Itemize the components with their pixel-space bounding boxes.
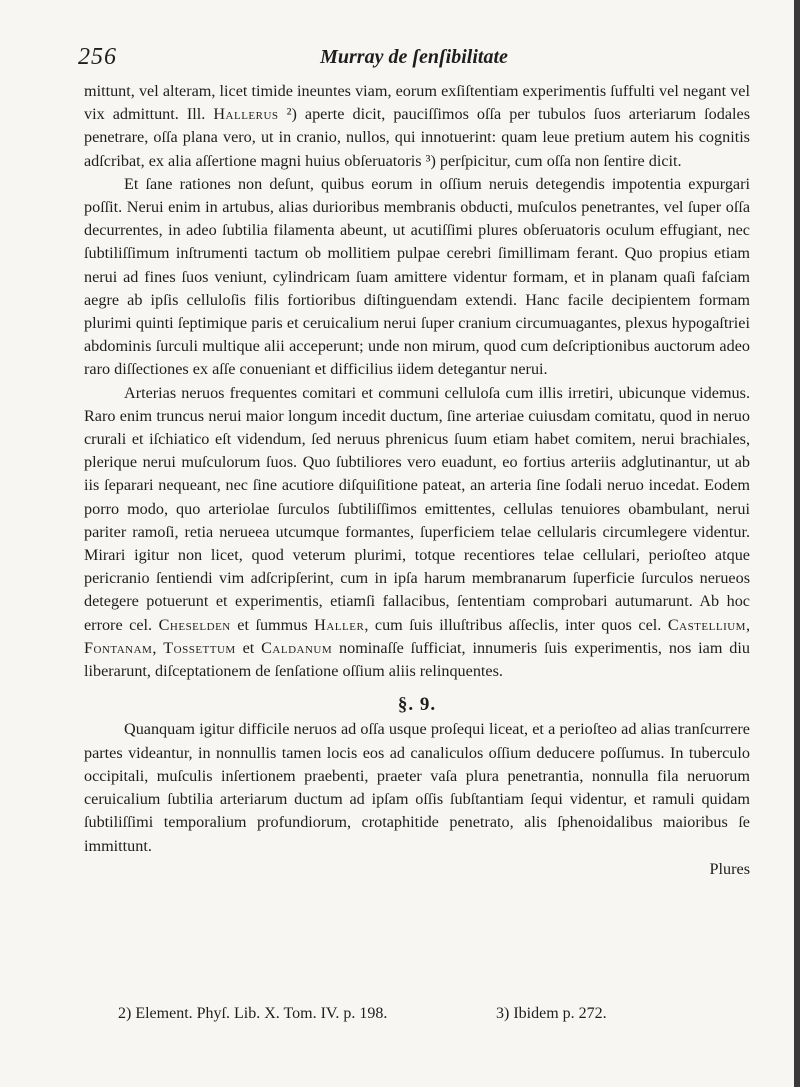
footnote-2: 2) Element. Phyſ. Lib. X. Tom. IV. p. 198. <box>118 1005 388 1022</box>
text-run: et <box>235 638 262 657</box>
text-run: Et ſane rationes non deſunt, quibus eorum in oſſium neruis detegendis impotentia expurgari poſſit. Nerui enim in artubus, alias durioribus membranis obducti, muſculos penetrantes, vel ſuper oſſa decurrentes, in adeo ſubtilia filamenta abeunt, ut acutiſſimi plures obſeruatoris oculum effugiant, nec ſubtiliſſimum inſtrumenti tactum ob mollitiem pulpae cerebri ſimillimam ferant. Quo propius etiam nerui ad fines ſuos veniunt, cylindricam ſuam amittere videntur formam, et in planam quaſi faſciam aegre ab ipſis celluloſis filis fortioribus diſtinguendam extendi. Hanc facile decipientem formam plurimi quinti ſeptimique paris et ceruicalium nerui ſuper cranium circumuagantes, plexus hypogaſtriei abdominis ſurculi multique alii acceperunt; unde non mirum, quod cum deſcriptionibus auctorum adeo raro diſſectiones ex aſſe conueniant et difficilius iidem detegantur nerui. <box>84 174 750 379</box>
author-name: Castellium <box>667 615 746 634</box>
page-header <box>78 40 750 72</box>
paragraph-1 <box>84 80 750 173</box>
paragraph-2 <box>84 173 750 382</box>
running-head: Murray de ſenſibilitate <box>320 46 508 68</box>
page-edge-shadow <box>794 0 800 1087</box>
author-name: Fontanam <box>84 638 153 657</box>
text-run: ²) aperte dicit, pauciſſimos oſſa per tubulos ſuos arteriarum ſodales penetrare, oſſa plana vero, ut in cranio, nullos, qui innotuerint: quam leue pretium autem his cognitis adſcribat, ex alia aſſertione magni huius obſeruatoris ³) perſpicitur, cum oſſa non ſentire dicit. <box>84 105 751 170</box>
text-run: , cum ſuis illuſtribus aſſeclis, inter quos cel. <box>364 615 668 634</box>
page-number: 256 <box>78 44 117 70</box>
author-name: Hallerus <box>213 105 279 124</box>
paragraph-3 <box>84 382 750 684</box>
footnotes <box>118 1005 738 1033</box>
text-run: nominaſſe ſufficiat, innumeris ſuis experimentis, nos iam diu liberarunt, diſceptationem de ſenſatione oſſium aliis relinquentes. <box>84 638 750 681</box>
text-run: Arterias neruos frequentes comitari et communi celluloſa cum illis irretiri, ubicunque videmus. Raro enim truncus nerui maior longum incedit ductum, ſine arteriae cuiusdam comitatu, quod in neruo crurali et iſchiatico eſt videndum, ſed neruus phrenicus ſuum etiam habet comitem, nerui brachiales, plerique nerui muſculorum ſuos. Quo ſubtiliores vero euadunt, eo fortius arteriis adglutinantur, ut ab iis ſeparari nequeant, nec ſine acutiore diſquiſitione pateat, an arteria ſine ſodali neruo incedat. Eodem porro modo, quo arteriolae ſurculos ſubtiliſſimos emittentes, cellulas tenuiores obambulant, nerui pariter ramoſi, retia nerueea utcumque formantes, ſuperficiem telae cellularis circumlegere videntur. Mirari igitur non licet, quod veterum plurimi, totque recentiores telae cellulari, perioſteo atque pericranio ſentiendi vim adſcripſerint, cum in ipſa harum membranarum ſuperficie ſurculos nerueos detegere potuerunt et experimentis, etiamſi fallacibus, ſententiam comprobari autumarunt. Ab hoc errore cel. <box>84 383 750 634</box>
footnote-3: 3) Ibidem p. 272. <box>496 1005 607 1022</box>
text-run: , <box>152 638 164 657</box>
section-9-paragraph: Quanquam igitur difficile neruos ad oſſa usque proſequi liceat, et a perioſteo ad alias tranſcurrere partes videantur, in nonnullis tamen locis eos ad canaliculos oſſium deducere poſſumus. In tuberculo occipitali, muſculis inſertionem praebenti, praeter vaſa plura penetrantia, nonnulla fila neruorum ceruicalium ſubtilia arteriarum ductum ad ipſam oſſis ſubſtantiam ſequi videntur, et ramuli quidam ſubtiliſſimi temporalium profundiorum, crotaphitide penetrato, alis ſphenoidalibus maioribus ſe immittunt. <box>84 720 750 855</box>
body-text <box>84 80 750 881</box>
section-heading: §. 9. <box>397 694 437 716</box>
author-name: Caldanum <box>261 638 333 657</box>
author-name: Cheselden <box>158 615 231 634</box>
text-run: , <box>745 615 750 634</box>
author-name: Haller <box>314 615 365 634</box>
text-run: et ſummus <box>230 615 315 634</box>
catchword: Plures <box>709 859 750 878</box>
author-name: Tossettum <box>163 638 236 657</box>
text-run: mittunt, vel alteram, licet timide ineuntes viam, eorum exſiſtentiam experimentis ſuffulti vel negant vel vix admittunt. Ill. <box>84 82 750 124</box>
